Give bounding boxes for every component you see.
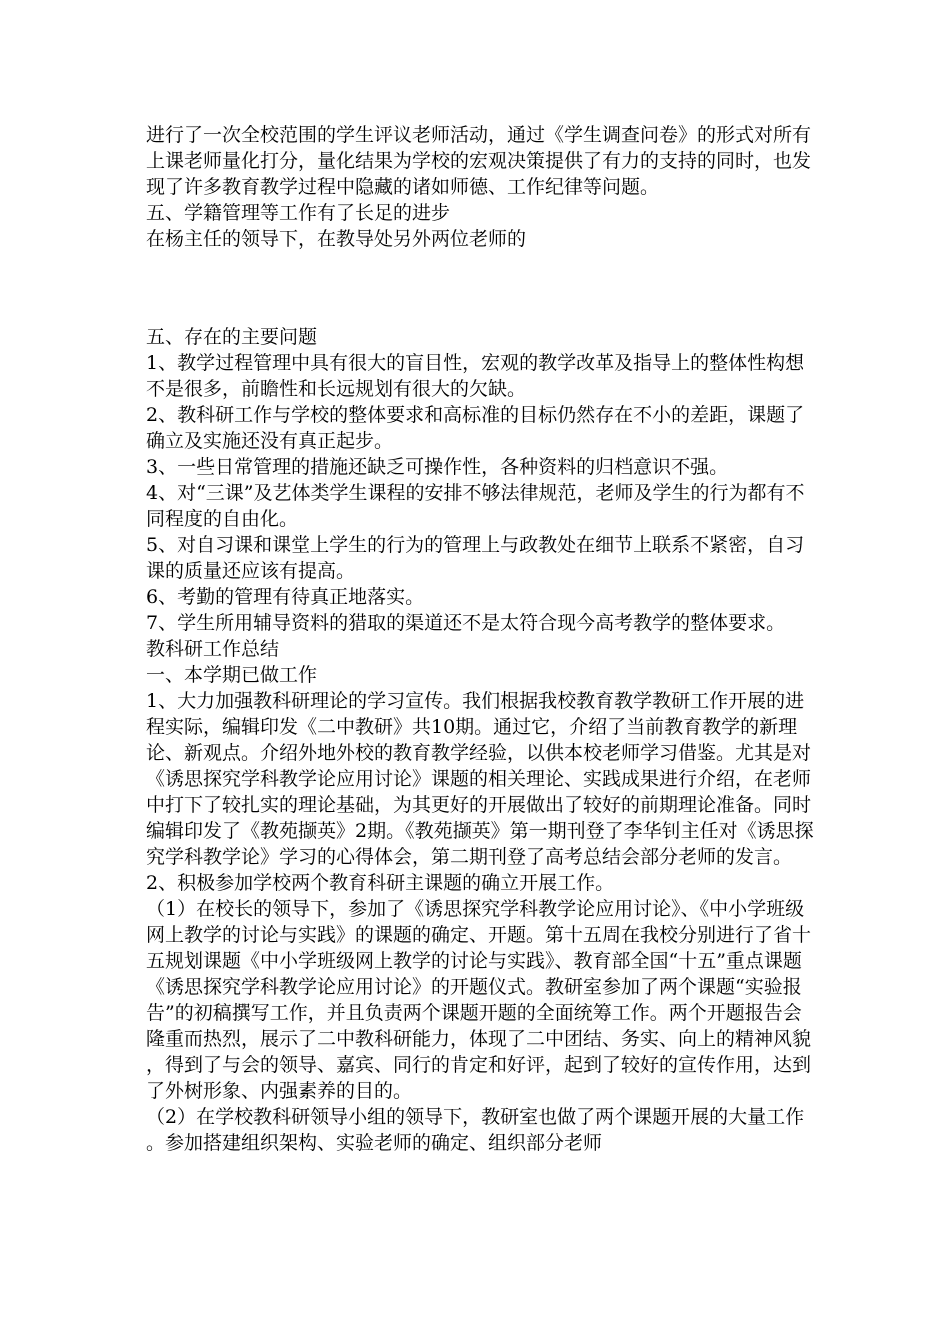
work-item-1: 1、大力加强教科研理论的学习宣传。我们根据我校教育教学教研工作开展的进程实际，编辑印发《二中教研》共10期。通过它，介绍了当前教育教学的新理论、新观点。介绍外地外校的教育教学经验，以供本校老师学习借鉴。尤其是对《诱思探究学科教学论应用讨论》课题的相关理论、实践成果进行介绍，在老师中打下了较扎实的理论基础，为其更好的开展做出了较好的前期理论准备。同时编辑印发了《教苑撷英》2期。《教苑撷英》第一期刊登了李华钊主任对《诱思探究学科教学论》学习的心得体会，第二期刊登了高考总结会部分老师的发言。 [146,690,814,868]
heading-student-records: 五、学籍管理等工作有了长足的进步 [146,202,451,224]
problem-item-3: 3、一些日常管理的措施还缺乏可操作性，各种资料的归档意识不强。 [146,456,729,478]
problem-item-2: 2、教科研工作与学校的整体要求和高标准的目标仍然存在不小的差距，课题了确立及实施还没有真正起步。 [146,404,805,452]
problem-item-7: 7、学生所用辅导资料的猎取的渠道还不是太符合现今高考教学的整体要求。 [146,612,786,634]
problem-item-1: 1、教学过程管理中具有很大的盲目性，宏观的教学改革及指导上的整体性构想不是很多，前瞻性和长远规划有很大的欠缺。 [146,352,805,400]
document-body [146,122,816,1156]
heading-work-done: 一、本学期已做工作 [146,664,318,686]
work-subitem-1: （1）在校长的领导下，参加了《诱思探究学科教学论应用讨论》、《中小学班级网上教学的讨论与实践》的课题的确定、开题。第十五周在我校分别进行了省十五规划课题《中小学班级网上教学的讨论与实践》、教育部全国“十五”重点课题《诱思探究学科教学论应用讨论》的开题仪式。教研室参加了两个课题“实验报告”的初稿撰写工作，并且负责两个课题开题的全面统筹工作。两个开题报告会隆重而热烈，展示了二中教科研能力，体现了二中团结、务实、向上的精神风貌，得到了与会的领导、嘉宾、同行的肯定和好评，起到了较好的宣传作用，达到了外树形象、内强素养的目的。 [146,898,812,1102]
problem-item-6: 6、考勤的管理有待真正地落实。 [146,586,425,608]
heading-research-summary: 教科研工作总结 [146,638,280,660]
blank-gap [146,252,816,324]
paragraph-records-fragment: 在杨主任的领导下，在教导处另外两位老师的 [146,228,527,250]
heading-main-problems: 五、存在的主要问题 [146,326,318,348]
problem-item-5: 5、对自习课和课堂上学生的行为的管理上与政教处在细节上联系不紧密，自习课的质量还应该有提高。 [146,534,805,582]
paragraph-evaluation-activity: 进行了一次全校范围的学生评议老师活动，通过《学生调查问卷》的形式对所有上课老师量化打分，量化结果为学校的宏观决策提供了有力的支持的同时，也发现了许多教育教学过程中隐藏的诸如师德、工作纪律等问题。 [146,124,812,198]
work-item-2: 2、积极参加学校两个教育科研主课题的确立开展工作。 [146,872,615,894]
work-subitem-2: （2）在学校教科研领导小组的领导下，教研室也做了两个课题开展的大量工作。参加搭建组织架构、实验老师的确定、组织部分老师 [146,1106,805,1154]
problem-item-4: 4、对“三课”及艺体类学生课程的安排不够法律规范，老师及学生的行为都有不同程度的自由化。 [146,482,805,530]
